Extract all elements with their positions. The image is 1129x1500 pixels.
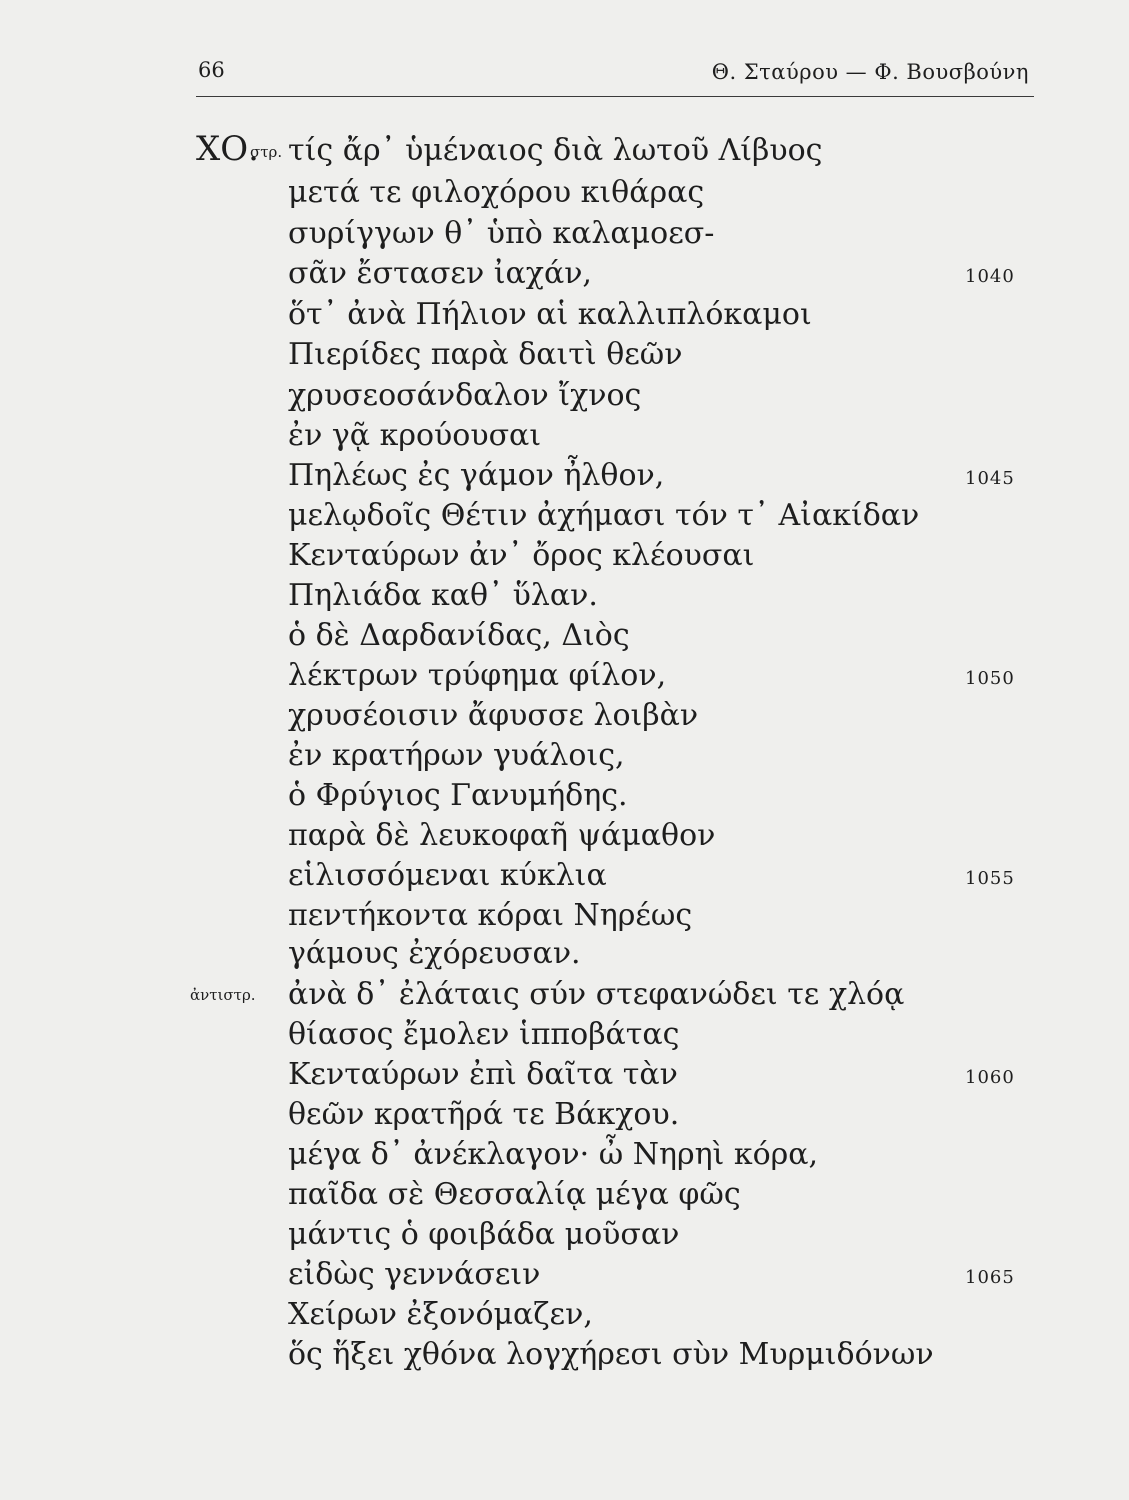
verse-line: εἰδὼς γεννάσειν	[288, 1257, 541, 1292]
line-number: 1065	[965, 1267, 1015, 1288]
line-number: 1055	[965, 868, 1015, 889]
line-number: 1045	[965, 468, 1015, 489]
verse-line: μετά τε φιλοχόρου κιθάρας	[288, 175, 705, 210]
verse-line: συρίγγων θ᾽ ὑπὸ καλαμοεσ-	[288, 216, 715, 251]
antistrophe-label: ἀντιστρ.	[190, 986, 256, 1004]
verse-line: χρυσέοισιν ἄφυσσε λοιβὰν	[288, 698, 699, 733]
verse-line: ἐν κρατήρων γυάλοις,	[288, 738, 625, 773]
verse-line: ὁ δὲ Δαρδανίδας, Διὸς	[288, 618, 630, 653]
line-number: 1040	[965, 266, 1015, 287]
verse-line: θεῶν κρατῆρά τε Βάκχου.	[288, 1097, 680, 1132]
verse-line: παῖδα σὲ Θεσσαλίᾳ μέγα φῶς	[288, 1177, 741, 1212]
verse-line: ὅς ἥξει χθόνα λογχήρεσι σὺν Μυρμιδόνων	[288, 1337, 934, 1372]
verse-line: Πηλέως ἐς γάμον ἦλθον,	[288, 458, 665, 493]
verse-line: Κενταύρων ἐπὶ δαῖτα τὰν	[288, 1057, 678, 1092]
header-rule	[196, 96, 1034, 97]
verse-line: τίς ἄρ᾽ ὑμέναιος διὰ λωτοῦ Λίβυος	[288, 133, 823, 168]
verse-line: ἀνὰ δ᾽ ἐλάταις σύν στεφανώδει τε χλόᾳ	[288, 977, 905, 1012]
verse-line: μελῳδοῖς Θέτιν ἀχήμασι τόν τ᾽ Αἰακίδαν	[288, 498, 920, 533]
line-number: 1060	[965, 1067, 1015, 1088]
verse-line: εἱλισσόμεναι κύκλια	[288, 858, 607, 893]
page-number: 66	[198, 58, 225, 82]
speaker-label: ΧΟ.	[196, 129, 259, 169]
verse-line: ἐν γᾷ κρούουσαι	[288, 418, 542, 453]
running-head: Θ. Σταύρου — Φ. Βουσβούνη	[711, 60, 1029, 84]
verse-line: Κενταύρων ἀν᾽ ὄρος κλέουσαι	[288, 538, 755, 573]
verse-line: χρυσεοσάνδαλον ἴχνος	[288, 378, 642, 413]
verse-line: Πιερίδες παρὰ δαιτὶ θεῶν	[288, 337, 683, 372]
verse-line: μάντις ὁ φοιβάδα μοῦσαν	[288, 1217, 680, 1252]
verse-line: παρὰ δὲ λευκοφαῆ ψάμαθον	[288, 818, 716, 853]
verse-line: θίασος ἔμολεν ἱπποβάτας	[288, 1017, 680, 1052]
verse-line: Χείρων ἐξονόμαζεν,	[288, 1297, 593, 1332]
line-number: 1050	[965, 668, 1015, 689]
verse-line: ὁ Φρύγιος Γανυμήδης.	[288, 778, 628, 813]
strophe-label: στρ.	[250, 143, 283, 161]
verse-line: ὅτ᾽ ἀνὰ Πήλιον αἱ καλλιπλόκαμοι	[288, 297, 812, 332]
verse-line: γάμους ἐχόρευσαν.	[288, 936, 581, 971]
verse-line: λέκτρων τρύφημα φίλον,	[288, 658, 667, 693]
verse-line: σᾶν ἔστασεν ἰαχάν,	[288, 256, 592, 291]
verse-line: Πηλιάδα καθ᾽ ὕλαν.	[288, 578, 598, 613]
verse-line: πεντήκοντα κόραι Νηρέως	[288, 898, 693, 933]
verse-line: μέγα δ᾽ ἀνέκλαγον· ὦ Νηρηὶ κόρα,	[288, 1137, 819, 1172]
